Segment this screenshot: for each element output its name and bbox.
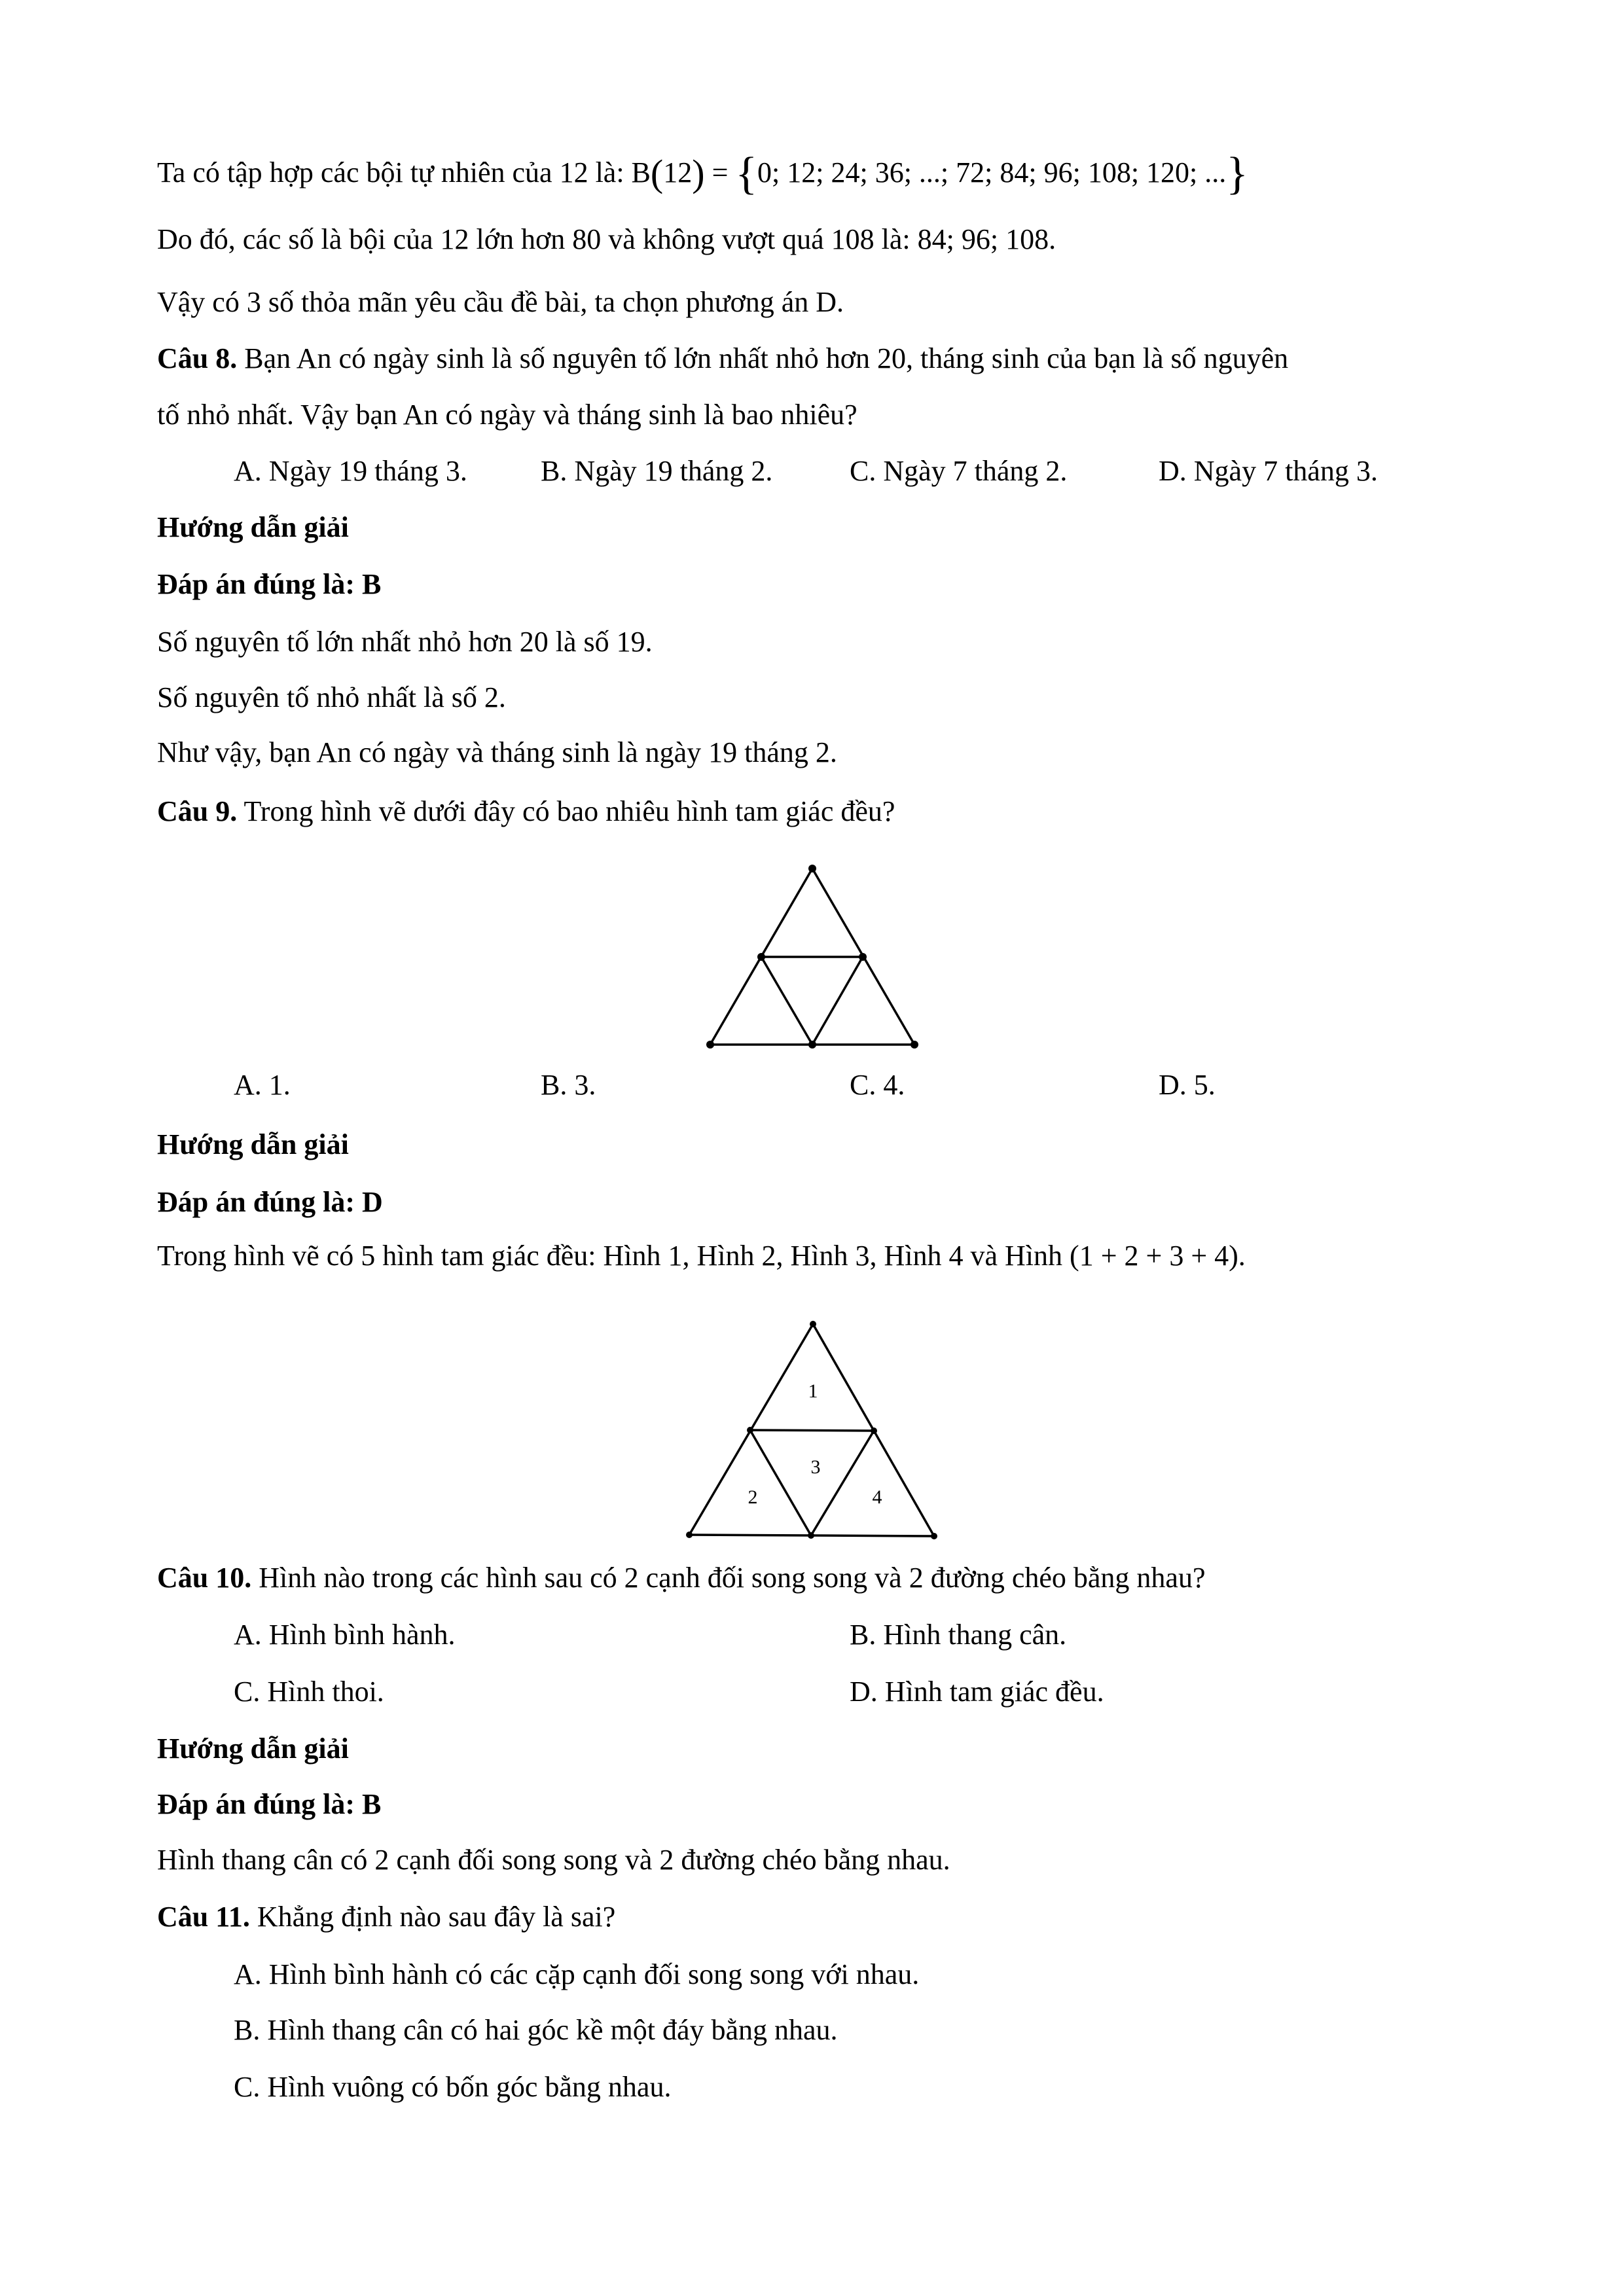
- q10-explanation: Hình thang cân có 2 cạnh đối song song và 2 đường chéo bằng nhau.: [157, 1844, 950, 1876]
- q8-option-c: C. Ngày 7 tháng 2.: [850, 455, 1068, 487]
- question-label: Câu 11.: [157, 1901, 250, 1933]
- vertex-dot: [911, 1041, 918, 1049]
- q9-option-a: A. 1.: [234, 1069, 291, 1101]
- q10-option-b: B. Hình thang cân.: [850, 1619, 1067, 1651]
- vertex-dot: [859, 953, 867, 961]
- triangle-label-2: 2: [748, 1486, 758, 1508]
- equals-sign: =: [704, 156, 736, 188]
- question-8: [157, 340, 1288, 377]
- vertex-dot: [706, 1041, 714, 1049]
- q8-answer: Đáp án đúng là: B: [157, 568, 382, 600]
- vertex-dot: [808, 1041, 816, 1049]
- vertex-dot: [808, 865, 816, 872]
- q10-guide-heading: Hướng dẫn giải: [157, 1732, 349, 1765]
- question-text: Hình nào trong các hình sau có 2 cạnh đối song song và 2 đường chéo bằng nhau?: [251, 1562, 1206, 1594]
- q8-option-b: B. Ngày 19 tháng 2.: [541, 455, 773, 487]
- q8-option-d: D. Ngày 7 tháng 3.: [1159, 455, 1378, 487]
- q8-guide-heading: Hướng dẫn giải: [157, 511, 349, 543]
- triangle-label-1: 1: [808, 1380, 818, 1402]
- question-text: Trong hình vẽ dưới đây có bao nhiêu hình tam giác đều?: [237, 795, 895, 827]
- question-label: Câu 9.: [157, 795, 238, 827]
- triangle-lines: [689, 1324, 934, 1536]
- q9-option-d: D. 5.: [1159, 1069, 1216, 1101]
- vertex-dot: [931, 1533, 937, 1539]
- question-9: [157, 793, 895, 830]
- intro-line-1: [157, 149, 1248, 199]
- q10-option-c: C. Hình thoi.: [234, 1676, 384, 1708]
- q10-answer: Đáp án đúng là: B: [157, 1788, 382, 1820]
- vertex-dot: [686, 1532, 693, 1538]
- q9-explanation: Trong hình vẽ có 5 hình tam giác đều: Hình 1, Hình 2, Hình 3, Hình 4 và Hình (1 + 2 + 3 + 4).: [157, 1240, 1246, 1272]
- vertex-dot: [871, 1427, 877, 1434]
- intro-line-2: Do đó, các số là bội của 12 lớn hơn 80 và không vượt quá 108 là: 84; 96; 108.: [157, 223, 1056, 255]
- triangle-label-3: 3: [810, 1456, 821, 1478]
- labeled-triangle-figure: [681, 1312, 943, 1541]
- q11-option-a: A. Hình bình hành có các cặp cạnh đối song song với nhau.: [234, 1958, 920, 1990]
- q8-explanation-1: Số nguyên tố lớn nhất nhỏ hơn 20 là số 19.: [157, 626, 653, 658]
- q9-option-b: B. 3.: [541, 1069, 596, 1101]
- vertex-dot: [757, 953, 765, 961]
- multiples-set: 0; 12; 24; 36; ...; 72; 84; 96; 108; 120; ...: [757, 156, 1227, 188]
- question-label: Câu 8.: [157, 342, 238, 374]
- brace-close: }: [1226, 149, 1248, 199]
- q8-explanation-2: Số nguyên tố nhỏ nhất là số 2.: [157, 681, 506, 713]
- question-8-cont: tố nhỏ nhất. Vậy bạn An có ngày và tháng sinh là bao nhiêu?: [157, 399, 857, 431]
- question-10: [157, 1560, 1205, 1596]
- q9-guide-heading: Hướng dẫn giải: [157, 1128, 349, 1160]
- q10-option-d: D. Hình tam giác đều.: [850, 1676, 1104, 1708]
- q11-option-b: B. Hình thang cân có hai góc kề một đáy bằng nhau.: [234, 2014, 838, 2046]
- intro-line-3: Vậy có 3 số thỏa mãn yêu cầu đề bài, ta chọn phương án D.: [157, 286, 844, 318]
- vertex-dot: [810, 1321, 816, 1327]
- question-label: Câu 10.: [157, 1562, 252, 1594]
- q10-option-a: A. Hình bình hành.: [234, 1619, 456, 1651]
- question-11: [157, 1899, 615, 1935]
- brace-open: {: [735, 149, 758, 199]
- q11-option-c: C. Hình vuông có bốn góc bằng nhau.: [234, 2071, 672, 2103]
- vertex-dot: [747, 1427, 753, 1433]
- question-text: Khẳng định nào sau đây là sai?: [249, 1901, 616, 1933]
- q8-option-a: A. Ngày 19 tháng 3.: [234, 455, 467, 487]
- triangle-label-4: 4: [872, 1486, 882, 1508]
- q9-option-c: C. 4.: [850, 1069, 905, 1101]
- triangle-lines: [710, 869, 914, 1045]
- paren-open: (: [650, 152, 664, 194]
- vertex-dot: [808, 1532, 814, 1539]
- q8-explanation-3: Như vậy, bạn An có ngày và tháng sinh là ngày 19 tháng 2.: [157, 736, 837, 768]
- q9-answer: Đáp án đúng là: D: [157, 1186, 383, 1218]
- set-argument: 12: [663, 156, 693, 188]
- paren-close: ): [692, 152, 705, 194]
- question-text: Bạn An có ngày sinh là số nguyên tố lớn nhất nhỏ hơn 20, tháng sinh của bạn là số nguyên: [237, 342, 1289, 374]
- intro-text: Ta có tập hợp các bội tự nhiên của 12 là: B: [157, 156, 651, 188]
- triangle-figure: [700, 857, 929, 1054]
